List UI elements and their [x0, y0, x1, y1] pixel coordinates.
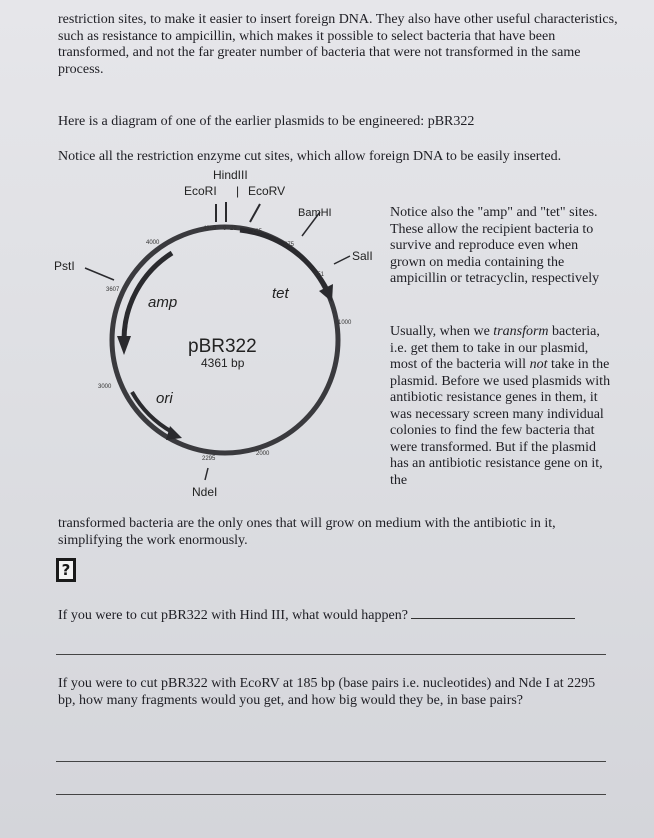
usually-text-a: Usually, when we — [390, 324, 494, 339]
pos-3607: 3607 — [106, 287, 120, 293]
ori-label: ori — [156, 390, 173, 407]
transformed-paragraph: transformed bacteria are the only ones that will grow on medium with the antibiotic in it, simplifying the work enormously. — [58, 516, 556, 548]
question-1-answer-line[interactable] — [56, 654, 606, 655]
tet-gene-arc — [240, 230, 327, 290]
intro-paragraph: restriction sites, to make it easier to insert foreign DNA. They also have other useful characteristics, such as resistance to ampicillin, which makes it possible to select bacteria that have been transformed, and not the far greater number of bacteria that were not transformed in the same process. — [58, 12, 618, 77]
question-2-answer-line-2[interactable] — [56, 794, 606, 795]
psti-marker — [85, 268, 114, 280]
ndei-label: NdeI — [192, 485, 218, 499]
pos-29: 29 — [230, 226, 237, 232]
hindiii-label: HindIII — [213, 168, 248, 182]
pos-4000: 4000 — [146, 240, 160, 246]
pos-3000: 3000 — [98, 384, 112, 390]
amp-label: amp — [148, 294, 178, 311]
usually-not-word: not — [529, 357, 548, 372]
ecorv-label: EcoRV — [248, 184, 286, 198]
psti-label: PstI — [54, 259, 75, 273]
bamhi-label: BamHI — [298, 207, 332, 219]
here-paragraph: Here is a diagram of one of the earlier plasmids to be engineered: pBR322 — [58, 114, 475, 129]
ndei-marker — [205, 468, 208, 480]
sali-marker — [334, 256, 350, 264]
help-question-icon[interactable]: ? — [56, 558, 76, 582]
tet-label: tet — [272, 285, 289, 302]
amp-arrowhead — [117, 336, 131, 355]
ecori-label: EcoRI — [184, 184, 217, 198]
sali-label: SalI — [352, 249, 373, 263]
pos-2295: 2295 — [202, 456, 216, 462]
pos-1000: 1000 — [338, 320, 352, 326]
question-1-answer-blank[interactable] — [411, 606, 575, 619]
pos-651: 651 — [314, 272, 325, 278]
pbr322-plasmid-diagram — [40, 160, 390, 500]
ecori-ecorv-divider: | — [236, 184, 240, 198]
usually-text-b: bacteria, i.e. get them to take in our plasmid, most of the bacteria will — [390, 324, 600, 372]
pos-185: 185 — [252, 229, 263, 235]
question-1 — [58, 606, 618, 625]
question-1-text: If you were to cut pBR322 with Hind III, what would happen? — [58, 608, 408, 623]
usually-paragraph — [390, 324, 615, 489]
notice-paragraph: Notice all the restriction enzyme cut sites, which allow foreign DNA to be easily inserted. — [58, 149, 562, 164]
pos-375: 375 — [284, 242, 295, 248]
pos-2000: 2000 — [256, 451, 270, 457]
plasmid-name: pBR322 — [188, 336, 257, 357]
ecorv-marker — [250, 204, 260, 222]
pos-4359: 4359 — [203, 226, 217, 232]
usually-text-c: take in the plasmid. Before we used plasmids with antibiotic resistance genes in them, it was necessary screen many individual colonies to find the few bacteria that were transformed. But if the plasmid has an antibiotic resistance gene on it, the — [390, 357, 611, 488]
question-2-answer-line-1[interactable] — [56, 761, 606, 762]
plasmid-size: 4361 bp — [201, 356, 245, 370]
question-2: If you were to cut pBR322 with EcoRV at 185 bp (base pairs i.e. nucleotides) and Nde I at 2295 bp, how many fragments would you get, and how big would they be, in base pairs? — [58, 676, 596, 708]
usually-transform-word: transform — [493, 324, 549, 339]
pos-0: 0 — [223, 226, 227, 232]
amp-tet-paragraph: Notice also the "amp" and "tet" sites. These allow the recipient bacteria to survive and reproduce even when grown on media containing the ampicillin or tetracyclin, respectively — [390, 205, 600, 286]
